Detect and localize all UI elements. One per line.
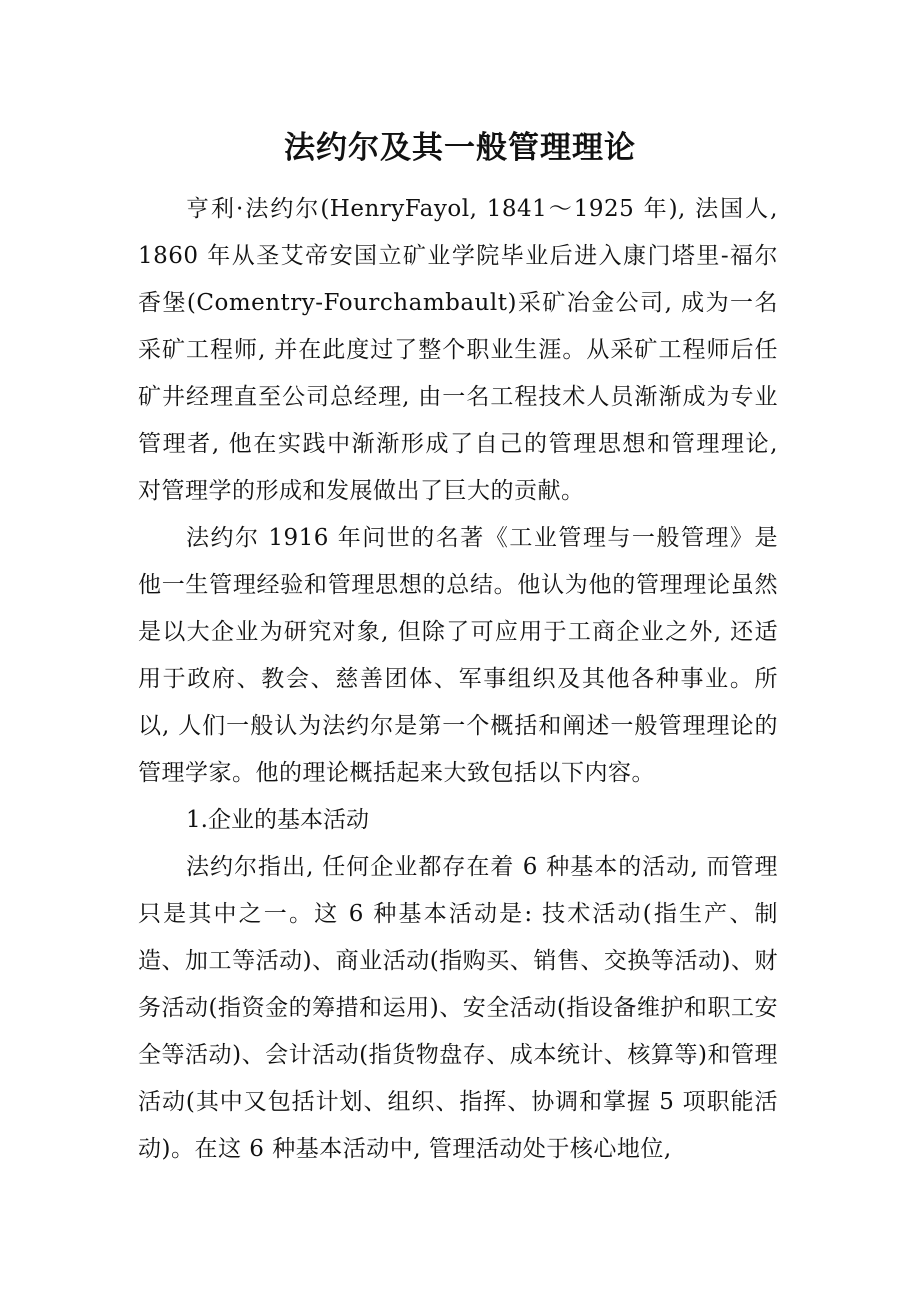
document-body [138,186,778,1173]
paragraph-book: 法约尔 1916 年问世的名著《工业管理与一般管理》是他一生管理经验和管理思想的总结。他认为他的管理理论虽然是以大企业为研究对象, 但除了可应用于工商企业之外, 还适用于政府、教会、慈善团体、军事组织及其他各种事业。所以, 人们一般认为法约尔是第一个概括和阐述一般管理理论的管理学家。他的理论概括起来大致包括以下内容。 [138,525,778,786]
document-title: 法约尔及其一般管理理论 [284,130,636,166]
paragraph-intro: 亨利·法约尔(HenryFayol, 1841～1925 年), 法国人, 1860 年从圣艾帝安国立矿业学院毕业后进入康门塔里-福尔香堡(Comentry-Fourchambault)采矿冶金公司, 成为一名采矿工程师, 并在此度过了整个职业生涯。从采矿工程师后任矿井经理直至公司总经理, 由一名工程技术人员渐渐成为专业管理者, 他在实践中渐渐形成了自己的管理思想和管理理论, 对管理学的形成和发展做出了巨大的贡献。 [138,196,778,504]
paragraph-activities: 法约尔指出, 任何企业都存在着 6 种基本的活动, 而管理只是其中之一。这 6 种基本活动是: 技术活动(指生产、制造、加工等活动)、商业活动(指购买、销售、交换等活动)、财务活动(指资金的筹措和运用)、安全活动(指设备维护和职工安全等活动)、会计活动(指货物盘存、成本统计、核算等)和管理活动(其中又包括计划、组织、指挥、协调和掌握 5 项职能活动)。在这 6 种基本活动中, 管理活动处于核心地位, [138,854,778,1162]
section-heading: 1.企业的基本活动 [186,807,369,833]
